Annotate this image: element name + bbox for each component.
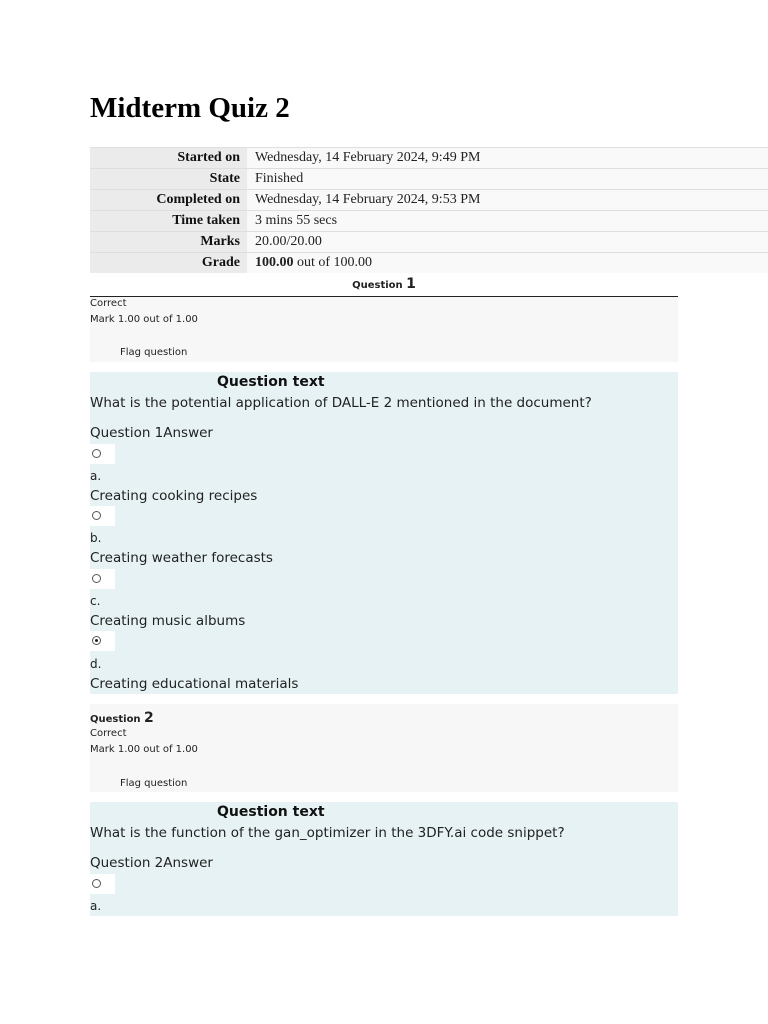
question-1-content [90, 372, 678, 694]
question-2-content [90, 802, 678, 916]
option-letter: d. [90, 657, 102, 671]
question-1-info [90, 297, 678, 362]
question-number: 2 [144, 710, 154, 726]
summary-row [90, 190, 768, 211]
page-title: Midterm Quiz 2 [90, 92, 290, 124]
answer-label: Question 1Answer [90, 425, 213, 441]
summary-value: 20.00/20.00 [247, 232, 768, 253]
question-label: Question [90, 714, 145, 725]
radio-button-selected[interactable] [92, 636, 101, 645]
radio-button[interactable] [92, 574, 101, 583]
summary-row [90, 232, 768, 253]
question-number: 1 [406, 276, 416, 292]
summary-row [90, 148, 768, 169]
option-text[interactable]: Creating cooking recipes [90, 488, 258, 504]
option-text[interactable]: Creating educational materials [90, 676, 299, 692]
summary-label: Completed on [90, 190, 247, 211]
summary-value: Finished [247, 169, 768, 190]
question-state: Correct [90, 728, 127, 739]
answer-label: Question 2Answer [90, 855, 213, 871]
option-text[interactable]: Creating weather forecasts [90, 550, 273, 566]
option-letter: c. [90, 594, 101, 608]
radio-button[interactable] [92, 511, 101, 520]
answer-option-c-radio[interactable] [90, 569, 115, 589]
flag-question-link[interactable]: Flag question [120, 778, 188, 789]
grade-suffix: out of 100.00 [293, 255, 373, 270]
question-text-heading: Question text [217, 804, 325, 820]
question-label: Question [352, 280, 407, 291]
answer-option-d-radio[interactable] [90, 631, 115, 651]
question-2-info [90, 704, 678, 792]
question-grade: Mark 1.00 out of 1.00 [90, 744, 198, 755]
grade-value: 100.00 [255, 255, 294, 270]
question-text-heading: Question text [217, 374, 325, 390]
question-text: What is the function of the gan_optimizer in the 3DFY.ai code snippet? [90, 825, 565, 841]
radio-button[interactable] [92, 879, 101, 888]
option-text[interactable]: Creating music albums [90, 613, 246, 629]
summary-value: 3 mins 55 secs [247, 211, 768, 232]
question-text: What is the potential application of DALL-E 2 mentioned in the document? [90, 395, 592, 411]
answer-option-a-radio[interactable] [90, 444, 115, 464]
summary-row [90, 253, 768, 274]
summary-value: Wednesday, 14 February 2024, 9:49 PM [247, 148, 768, 169]
option-letter: b. [90, 531, 102, 545]
summary-label: Started on [90, 148, 247, 169]
answer-option-b-radio[interactable] [90, 506, 115, 526]
flag-question-link[interactable]: Flag question [120, 347, 188, 358]
summary-label: Marks [90, 232, 247, 253]
radio-button[interactable] [92, 449, 101, 458]
option-letter: a. [90, 469, 102, 483]
summary-label: Grade [90, 253, 247, 274]
answer-option-a-radio[interactable] [90, 874, 115, 894]
summary-value: Wednesday, 14 February 2024, 9:53 PM [247, 190, 768, 211]
question-1-number [90, 276, 678, 297]
summary-label: Time taken [90, 211, 247, 232]
question-state: Correct [90, 298, 127, 309]
summary-label: State [90, 169, 247, 190]
summary-row [90, 211, 768, 232]
option-letter: a. [90, 899, 102, 913]
attempt-summary-table [90, 147, 768, 273]
question-2-number [90, 710, 154, 726]
summary-row [90, 169, 768, 190]
summary-value [247, 253, 768, 274]
question-grade: Mark 1.00 out of 1.00 [90, 314, 198, 325]
